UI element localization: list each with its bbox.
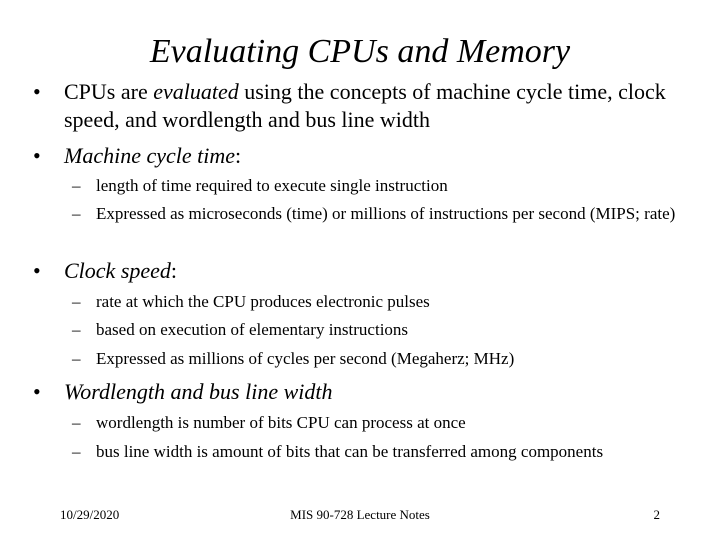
slide-title: Evaluating CPUs and Memory <box>149 33 571 70</box>
bullet-marker: • <box>33 379 41 404</box>
bullet-text: Machine cycle time: <box>64 143 242 168</box>
sub-bullet-pulses <box>72 290 692 314</box>
bullet-clock-speed <box>33 257 693 285</box>
footer-page-number: 2 <box>653 507 660 522</box>
sub-bullet-text: bus line width is amount of bits that can be transferred among components <box>96 442 604 461</box>
bullet-marker: • <box>33 79 41 104</box>
sub-bullet-wordlength <box>72 411 692 435</box>
sub-bullet-bus-line-width <box>72 440 692 464</box>
sub-bullet-elementary-instructions <box>72 318 692 342</box>
footer-course: MIS 90-728 Lecture Notes <box>290 507 430 522</box>
sub-bullet-text: Expressed as millions of cycles per second (Megaherz; MHz) <box>96 349 515 368</box>
bullet-marker: • <box>33 258 41 283</box>
bullet-machine-cycle-time <box>33 142 693 170</box>
dash-marker: – <box>72 204 81 223</box>
dash-marker: – <box>72 320 81 339</box>
sub-bullet-text: length of time required to execute single instruction <box>96 176 448 195</box>
dash-marker: – <box>72 413 81 432</box>
sub-bullet-text: rate at which the CPU produces electronic pulses <box>96 292 430 311</box>
dash-marker: – <box>72 176 81 195</box>
bullet-evaluation-concepts <box>33 78 693 134</box>
dash-marker: – <box>72 442 81 461</box>
sub-bullet-text: based on execution of elementary instructions <box>96 320 409 339</box>
sub-bullet-mips <box>72 202 692 226</box>
footer-date: 10/29/2020 <box>60 507 120 522</box>
bullet-text: Clock speed: <box>64 258 178 283</box>
dash-marker: – <box>72 292 81 311</box>
sub-bullet-instruction-time <box>72 174 692 198</box>
bullet-text: CPUs are evaluated using the concepts of machine cycle time, clock speed, and wordlength and bus line width <box>64 79 666 132</box>
bullet-marker: • <box>33 143 41 168</box>
sub-bullet-text: wordlength is number of bits CPU can process at once <box>96 413 466 432</box>
bullet-wordlength-bus-width <box>33 378 693 406</box>
dash-marker: – <box>72 349 81 368</box>
sub-bullet-mhz <box>72 347 692 371</box>
sub-bullet-text: Expressed as microseconds (time) or millions of instructions per second (MIPS; rate) <box>96 204 676 223</box>
bullet-text: Wordlength and bus line width <box>64 379 333 404</box>
